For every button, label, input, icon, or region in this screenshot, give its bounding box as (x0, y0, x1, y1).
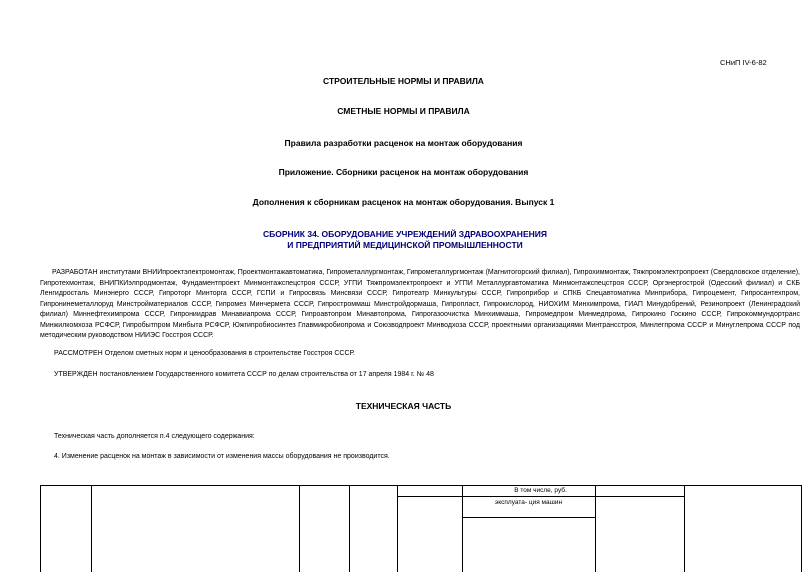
title-rules: Правила разработки расценок на монтаж оборудования (284, 138, 523, 148)
table-column-divider (349, 486, 350, 572)
title-supplements: Дополнения к сборникам расценок на монтаж оборудования. Выпуск 1 (252, 197, 555, 207)
reviewed-paragraph: РАССМОТРЕН Отделом сметных норм и ценообразования в строительстве Госстроя СССР. (54, 350, 355, 357)
table-subheader-divider (462, 517, 595, 518)
technical-part-title: ТЕХНИЧЕСКАЯ ЧАСТЬ (355, 401, 452, 411)
technical-item-4: 4. Изменение расценок на монтаж в зависимости от изменения массы оборудования не производится. (54, 453, 390, 460)
table-column-divider (397, 486, 398, 572)
table-header-machine-operation: эксплуата- ция машин (494, 499, 563, 506)
table-header-including: В том числе, руб. (514, 487, 567, 494)
title-estimate-norms: СМЕТНЫЕ НОРМЫ И ПРАВИЛА (337, 106, 470, 116)
collection-title-line-1: СБОРНИК 34. ОБОРУДОВАНИЕ УЧРЕЖДЕНИЙ ЗДРАВООХРАНЕНИЯ (263, 229, 547, 239)
table-column-divider (684, 486, 685, 572)
table-column-divider (91, 486, 92, 572)
title-appendix: Приложение. Сборники расценок на монтаж оборудования (278, 167, 529, 177)
developed-by-paragraph: РАЗРАБОТАН институтами ВНИИпроектэлектромонтаж, Проектмонтажавтоматика, Гипрометаллургмонтаж, Гипрометаллургмонтаж (Магнитогорский филиал), Гипрохиммонтаж, Тяжпромэлектропроект (Свердловское отделение), Гипротехмонтаж, ВНИПКИэлпродмонтаж, Фундаментпроект Минмонтажспецстроя СССР, УГПИ Тяжпромэлектропроект и УГПИ Металлургавтоматика Минмонтажспецстроя СССР, Оргэнергострой (Одесский филиал) и СКБ Ленгидросталь Минэнерго СССР, Гипроторг Минторга СССР, ГСПИ и Гипросвязь Минсвязи СССР, Гипротеатр Минкультуры СССР, Гипроприбор и СПКБ Спецавтоматика Минприбора, Гипроцемент, Гипросантехпром, Гипронинеметаллоруд Минстройматериалов СССР, Гипромез Минчермета СССР, Гипростроммаш Минстройдормаша, Гипропласт, Гипрокислород, НИОХИМ Минхимпрома, ГИАП Минудобрений, Резинопроект (Ленинградский филиал) Миннефтехимпрома СССР, Гипрониидрав Минавиапрома СССР, Гипроавтопром Минавтопрома, Гипрогазоочистка Минхиммаша, Гипромедпром Минмедпрома, Гипрокино Госкино СССР, Гипрокоммундортранс Минжилкомхоза РСФСР, Гипробытпром Минбыта РСФСР, Южгипробиосинтез Главмикробиопрома и Союзводпроект Минводхоза СССР, проектными организациями Минтрансстроя, Минлегпрома СССР и Минуглепрома СССР под методическим руководством НИИЭС Госстроя СССР. (40, 269, 800, 339)
collection-title (200, 229, 610, 250)
table-column-divider (299, 486, 300, 572)
table-header-divider (397, 496, 684, 497)
technical-intro: Техническая часть дополняется п.4 следующего содержания: (54, 433, 255, 440)
document-code: СНиП IV-6-82 (720, 58, 767, 67)
title-construction-norms: СТРОИТЕЛЬНЫЕ НОРМЫ И ПРАВИЛА (323, 76, 484, 86)
collection-title-line-2: И ПРЕДПРИЯТИЙ МЕДИЦИНСКОЙ ПРОМЫШЛЕННОСТИ (287, 239, 523, 250)
approved-paragraph: УТВЕРЖДЕН постановлением Государственного комитета СССР по делам строительства от 17 апреля 1984 г. № 48 (54, 371, 434, 378)
table-column-divider (595, 486, 596, 572)
rates-table (40, 485, 802, 572)
